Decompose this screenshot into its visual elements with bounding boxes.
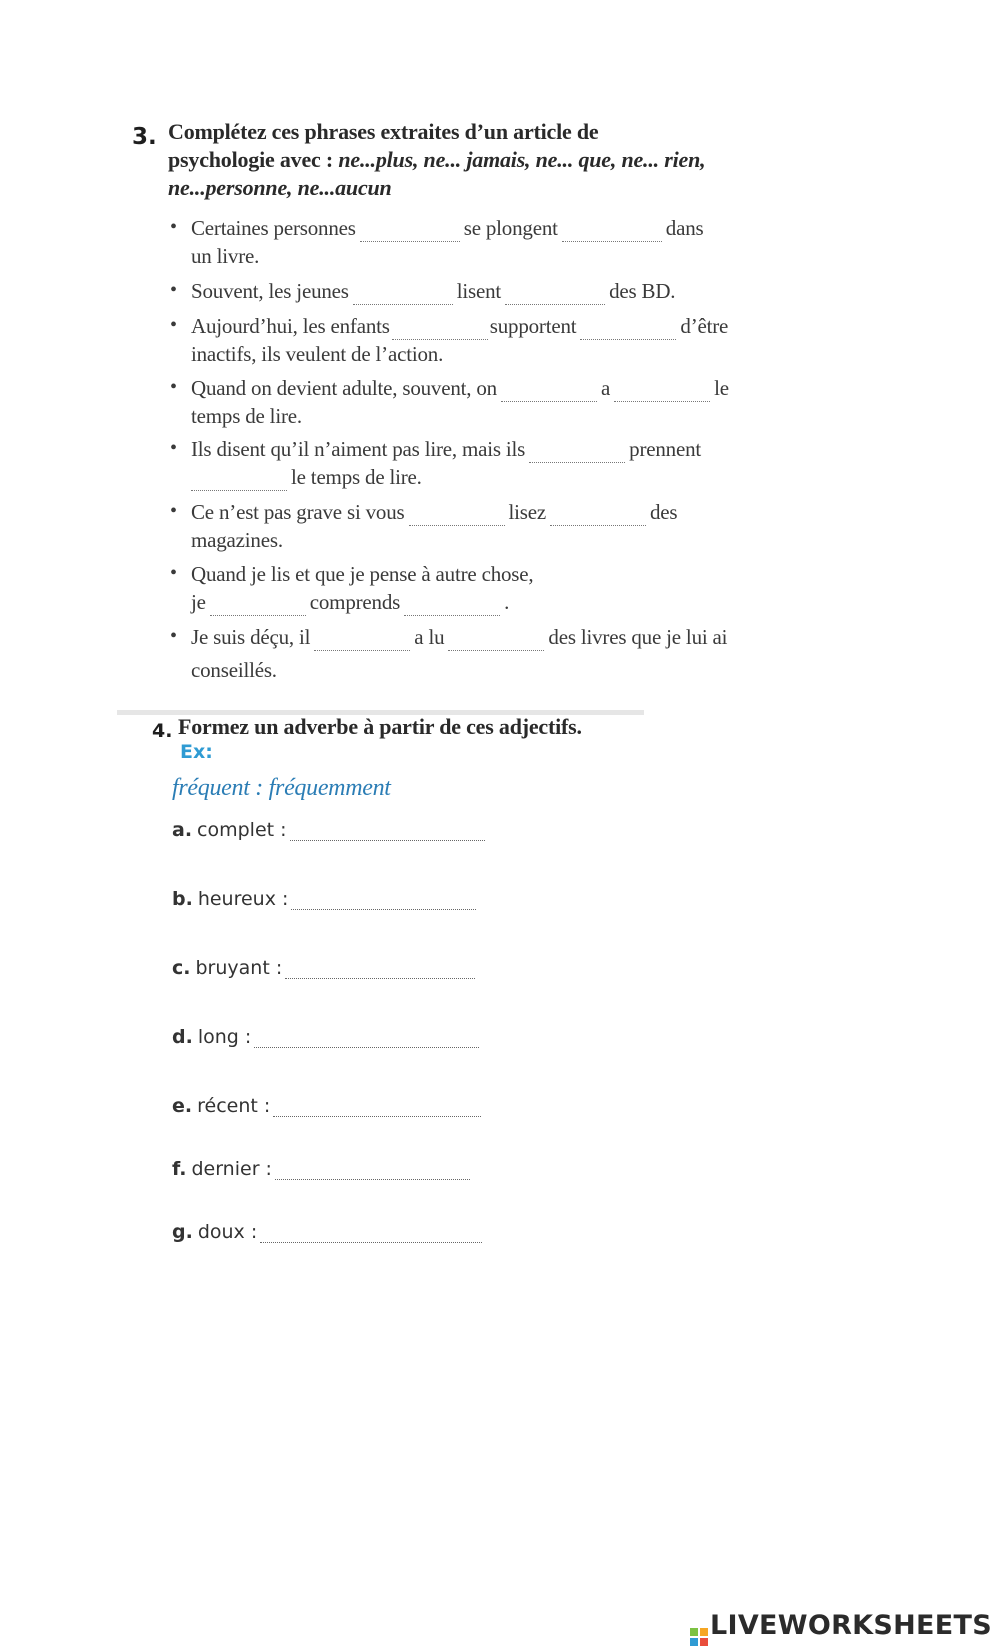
answer-gap[interactable] [550, 501, 646, 526]
bullet-4: • [170, 376, 178, 398]
answer-gap[interactable] [505, 280, 605, 305]
bullet-7: • [170, 562, 178, 584]
example-label: Ex: [180, 741, 213, 763]
answer-gap[interactable] [448, 626, 544, 651]
example-text: fréquent : fréquemment [172, 775, 391, 801]
sentence-7: Quand je lis et que je pense à autre chose, je comprends . [191, 562, 534, 614]
sentence-3: Aujourd’hui, les enfants supportent d’être inactifs, ils veulent de l’action. [191, 314, 729, 366]
item-a: a. complet : [172, 819, 485, 841]
sentence-8: Je suis déçu, il a lu des livres que je lui ai conseillés. [191, 625, 728, 682]
negation-options: ne...plus, ne... jamais, ne... que, ne... rien, [338, 147, 706, 172]
logo-grid-icon [690, 1628, 708, 1646]
item-c: c. bruyant : [172, 957, 475, 979]
sentence-2: Souvent, les jeunes lisent des BD. [191, 279, 676, 303]
answer-gap[interactable] [529, 438, 625, 463]
sentence-5: Ils disent qu’il n’aiment pas lire, mais ils prennent le temps de lire. [191, 437, 702, 489]
bullet-2: • [170, 279, 178, 301]
bullet-8: • [170, 625, 178, 647]
instructions-line-3: ne...personne, ne...aucun [168, 175, 392, 200]
instructions-line-1: Complétez ces phrases extraites d’un article de [168, 119, 599, 144]
bullet-3: • [170, 314, 178, 336]
item-e: e. récent : [172, 1095, 481, 1117]
answer-gap[interactable] [580, 315, 676, 340]
answer-gap[interactable] [210, 591, 306, 616]
sentence-6: Ce n’est pas grave si vous lisez des magazines. [191, 500, 678, 552]
sentence-4: Quand on devient adulte, souvent, on a le temps de lire. [191, 376, 729, 428]
answer-field-f[interactable] [275, 1159, 470, 1180]
item-b: b. heureux : [172, 888, 476, 910]
exercise-4-instructions: Formez un adverbe à partir de ces adjectifs. [178, 714, 582, 739]
answer-field-d[interactable] [254, 1027, 479, 1048]
exercise-4-number: 4. [152, 720, 173, 742]
bullet-6: • [170, 500, 178, 522]
bullet-5: • [170, 437, 178, 459]
item-g: g. doux : [172, 1221, 482, 1243]
bullet-1: • [170, 216, 178, 238]
answer-field-b[interactable] [291, 889, 476, 910]
answer-gap[interactable] [404, 591, 500, 616]
item-f: f. dernier : [172, 1158, 470, 1180]
answer-gap[interactable] [353, 280, 453, 305]
liveworksheets-logo: LIVEWORKSHEETS [690, 1610, 992, 1646]
answer-gap[interactable] [392, 315, 488, 340]
answer-gap[interactable] [614, 377, 710, 402]
answer-gap[interactable] [409, 501, 505, 526]
answer-field-c[interactable] [285, 958, 475, 979]
answer-gap[interactable] [501, 377, 597, 402]
item-d: d. long : [172, 1026, 479, 1048]
answer-gap[interactable] [314, 626, 410, 651]
instructions-line-2: psychologie avec : ne...plus, ne... jamais, ne... que, ne... rien, [168, 147, 706, 172]
answer-field-g[interactable] [260, 1222, 482, 1243]
exercise-3-number: 3. [132, 124, 157, 150]
answer-gap[interactable] [191, 466, 287, 491]
answer-gap[interactable] [562, 217, 662, 242]
exercise-3-instructions [168, 118, 848, 202]
answer-field-e[interactable] [273, 1096, 481, 1117]
answer-gap[interactable] [360, 217, 460, 242]
sentence-1: Certaines personnes se plongent dans un livre. [191, 216, 704, 268]
answer-field-a[interactable] [290, 820, 485, 841]
